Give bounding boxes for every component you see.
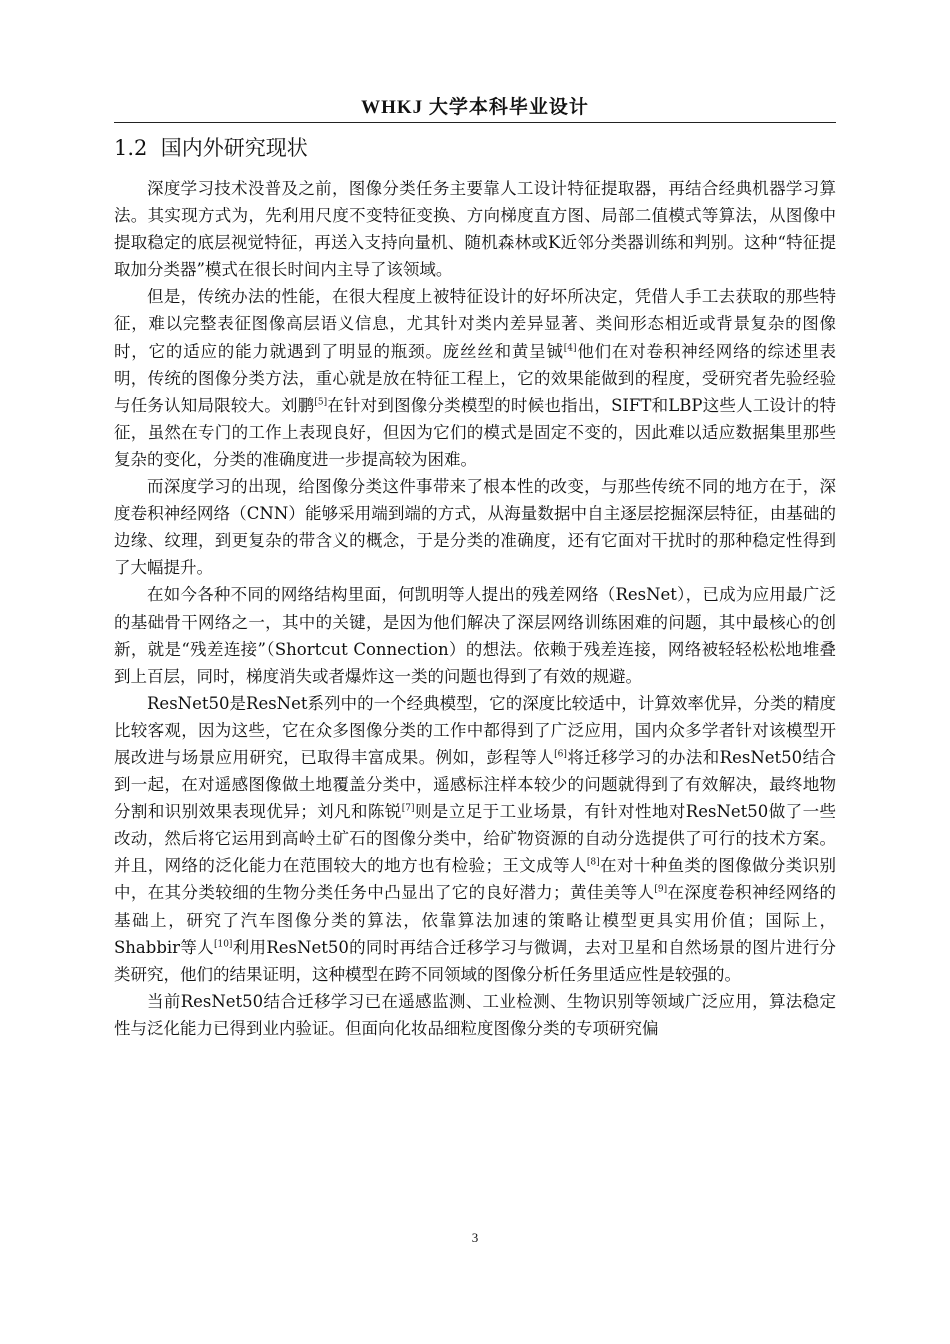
section-heading bbox=[114, 134, 836, 162]
paragraph-text: 而深度学习的出现，给图像分类这件事带来了根本性的改变，与那些传统不同的地方在于，深度卷积神经网络（CNN）能够采用端到端的方式，从海量数据中自主逐层挖掘深层特征，由基础的边缘、纹理，到更复杂的带含义的概念，于是分类的准确度，还有它面对干扰时的那种稳定性得到了大幅提升。 bbox=[114, 477, 836, 578]
paragraph-text: 则是立足于工业场景，有针对性地对ResNet50做了一些改动，然后将它运用到高岭土矿石的图像分类中，给矿物资源的自动分选提供了可行的技术方案。并且，网络的泛化能力在范围较大的地方也有检验；王文成等人 bbox=[114, 802, 837, 876]
paragraph bbox=[114, 473, 836, 581]
paragraph-text: 在如今各种不同的网络结构里面，何凯明等人提出的残差网络（ResNet），已成为应用最广泛的基础骨干网络之一，其中的关键，是因为他们解决了深层网络训练困难的问题，其中最核心的创新，就是“残差连接”（Shortcut Connection）的想法。依赖于残差连接，网络被轻轻松松地堆叠到上百层，同时，梯度消失或者爆炸这一类的问题也得到了有效的规避。 bbox=[114, 585, 836, 686]
paragraph-text: 深度学习技术没普及之前，图像分类任务主要靠人工设计特征提取器，再结合经典机器学习算法。其实现方式为，先利用尺度不变特征变换、方向梯度直方图、局部二值模式等算法，从图像中提取稳定的底层视觉特征，再送入支持向量机、随机森林或K近邻分类器训练和判别。这种“特征提取加分类器”模式在很长时间内主导了该领域。 bbox=[114, 179, 836, 280]
citation: [9] bbox=[654, 884, 668, 895]
citation: [10] bbox=[213, 939, 233, 950]
paragraph-text: 他们在对卷积神经网络的综述里表明，传统的图像分类方法，重心就是放在特征工程上，它的效果能做到的程度，受研究者先验经验与任务认知局限较大。刘鹏 bbox=[114, 341, 837, 415]
header-rule bbox=[114, 122, 836, 123]
page-number: 3 bbox=[471, 1230, 479, 1245]
citation: [4] bbox=[563, 343, 577, 354]
paragraph-text: 当前ResNet50结合迁移学习已在遥感监测、工业检测、生物识别等领域广泛应用，算法稳定性与泛化能力已得到业内验证。但面向化妆品细粒度图像分类的专项研究偏 bbox=[114, 991, 836, 1038]
paragraph bbox=[114, 988, 836, 1042]
citation: [6] bbox=[554, 749, 567, 760]
paragraph-text: 在针对到图像分类模型的时候也指出，SIFT和LBP这些人工设计的特征，虽然在专门的工作上表现良好，但因为它们的模式是固定不变的，因此难以适应数据集里那些复杂的变化，分类的准确度进一步提高较为困难。 bbox=[114, 395, 837, 469]
body-text bbox=[114, 175, 836, 1042]
paragraph bbox=[114, 690, 836, 988]
citation: [5] bbox=[314, 397, 328, 408]
section-number: 1.2 bbox=[114, 136, 148, 160]
section-title: 国内外研究现状 bbox=[160, 136, 308, 160]
running-header: WHKJ 大学本科毕业设计 bbox=[361, 97, 589, 118]
paragraph-text: 在对十种鱼类的图像做分类识别中，在其分类较细的生物分类任务中凸显出了它的良好潜力；黄佳美等人 bbox=[114, 856, 837, 903]
citation: [8] bbox=[586, 857, 600, 868]
paragraph-text: 利用ResNet50的同时再结合迁移学习与微调，去对卫星和自然场景的图片进行分类研究，他们的结果证明，这种模型在跨不同领域的图像分析任务里适应性是较强的。 bbox=[114, 937, 837, 984]
paragraph-text: 但是，传统办法的性能，在很大程度上被特征设计的好坏所决定，凭借人手工去获取的那些特征，难以完整表征图像高层语义信息，尤其针对类内差异显著、类间形态相近或背景复杂的图像时，它的适应的能力就遇到了明显的瓶颈。庞丝丝和黄呈铖 bbox=[114, 287, 836, 361]
paragraph-text: 在深度卷积神经网络的基础上，研究了汽车图像分类的算法，依靠算法加速的策略让模型更具实用价值；国际上，Shabbir等人 bbox=[114, 883, 837, 957]
paragraph-text: ResNet50是ResNet系列中的一个经典模型，它的深度比较适中，计算效率优异，分类的精度比较客观，因为这些，它在众多图像分类的工作中都得到了广泛应用，国内众多学者针对该模型开展改进与场景应用研究，已取得丰富成果。例如，彭程等人 bbox=[114, 693, 836, 767]
citation: [7] bbox=[401, 803, 415, 814]
paragraph bbox=[114, 175, 836, 283]
paragraph-text: 将迁移学习的办法和ResNet50结合到一起，在对遥感图像做土地覆盖分类中，遥感标注样本较少的问题就得到了有效解决，最终地物分割和识别效果表现优异；刘凡和陈锐 bbox=[114, 747, 837, 822]
paragraph bbox=[114, 283, 836, 473]
paragraph bbox=[114, 581, 836, 689]
